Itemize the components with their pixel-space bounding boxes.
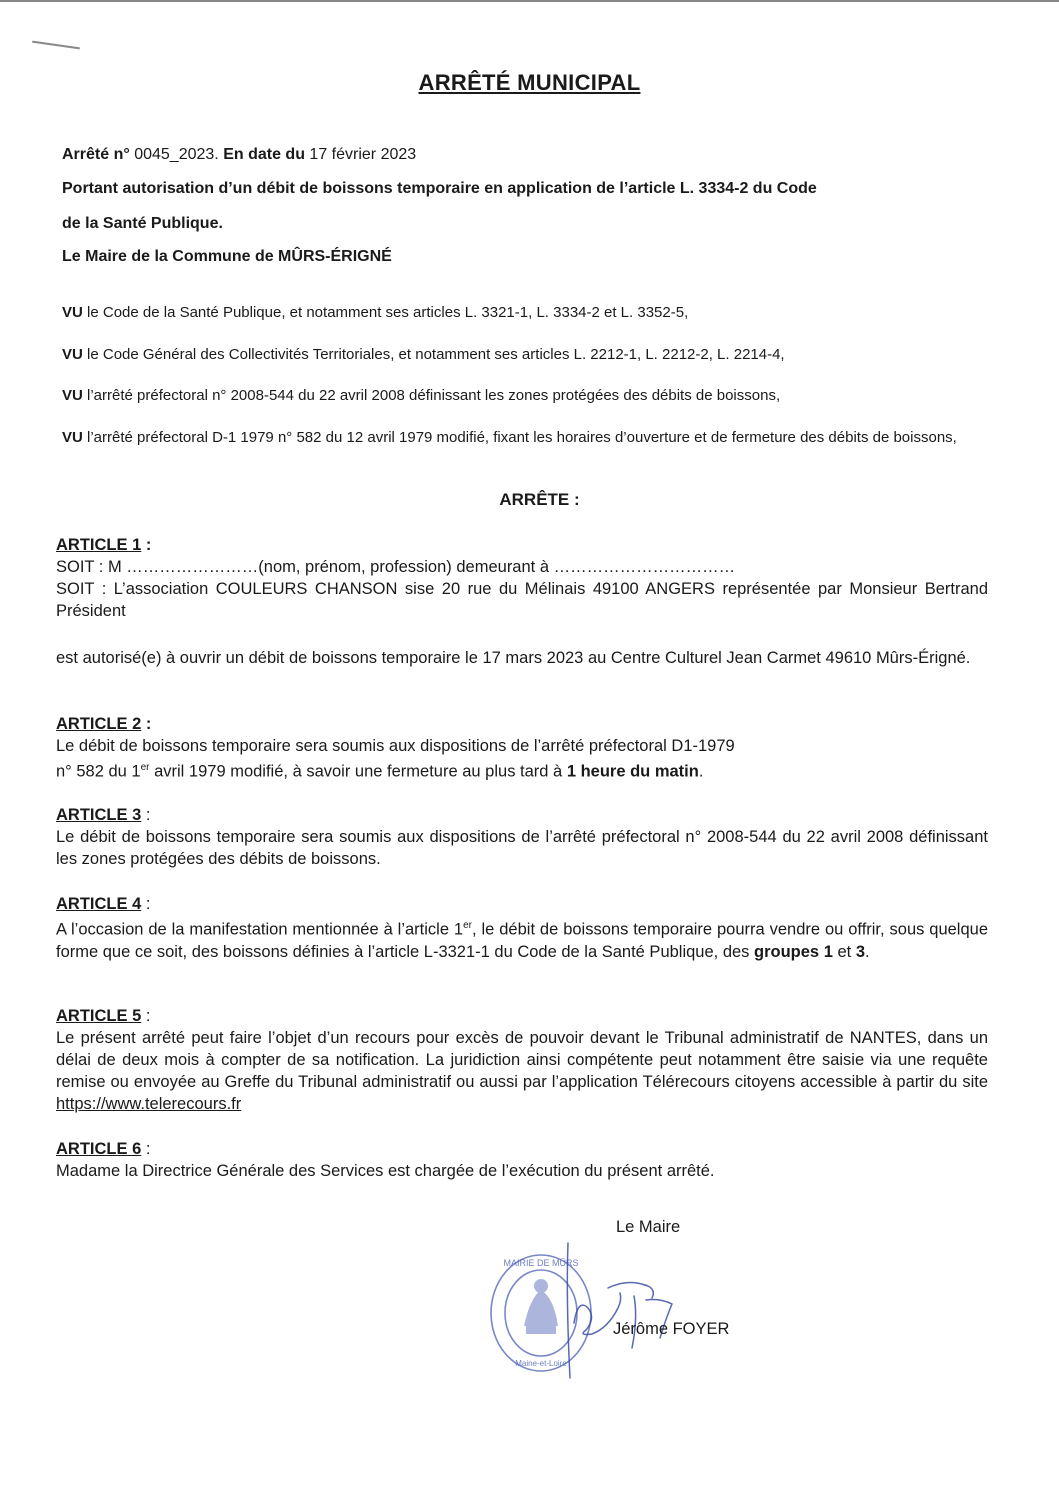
handwritten-signature — [548, 1238, 688, 1388]
article-1-heading: ARTICLE 1 — [56, 536, 142, 554]
article-3-heading: ARTICLE 3 — [56, 806, 142, 824]
article-5 — [56, 1005, 988, 1115]
article-6 — [56, 1138, 988, 1182]
article-4-text-part: . — [865, 942, 870, 961]
article-3-text: Le débit de boissons temporaire sera soumis aux dispositions de l’arrêté préfectoral n° 2008-544 du 22 avril 2008 définissant les zones protégées des débits de boissons. — [56, 828, 988, 868]
telerecours-link[interactable]: https://www.telerecours.fr — [56, 1095, 242, 1113]
visa-item — [62, 386, 972, 405]
article-2-text: . — [698, 762, 704, 781]
date-label: En date du — [223, 146, 305, 163]
article-2-line-1: Le débit de boissons temporaire sera soumis aux dispositions de l’arrêté préfectoral D1-1979 — [56, 737, 735, 755]
article-6-heading: ARTICLE 6 — [56, 1140, 142, 1158]
article-1-soit-1: SOIT : M ……………………(nom, prénom, profession) demeurant à …………………………… — [56, 558, 736, 576]
closing-time: 1 heure du matin — [566, 762, 699, 781]
group-1: groupes 1 — [754, 942, 833, 961]
visa-item — [62, 303, 972, 322]
article-5-colon: : — [141, 1007, 151, 1025]
document-title: ARRÊTÉ MUNICIPAL — [418, 70, 641, 95]
subject-line-2: de la Santé Publique. — [62, 215, 223, 232]
arrete-heading: ARRÊTE : — [499, 490, 580, 509]
superscript: er — [140, 762, 150, 773]
article-4-heading: ARTICLE 4 — [56, 895, 142, 913]
article-2-colon: : — [141, 715, 152, 733]
article-5-heading: ARTICLE 5 — [56, 1007, 142, 1025]
article-6-text: Madame la Directrice Générale des Services est chargée de l’exécution du présent arrêté. — [56, 1162, 715, 1180]
article-2-text: n° 582 du 1 — [56, 762, 141, 781]
ref-number: 0045_2023. — [134, 146, 219, 163]
visa-text: l’arrêté préfectoral n° 2008-544 du 22 avril 2008 définissant les zones protégées des débits de boissons, — [87, 387, 781, 404]
mayor-line: Le Maire de la Commune de MÛRS-ÉRIGNÉ — [62, 248, 392, 265]
article-6-colon: : — [141, 1140, 151, 1158]
article-2-heading: ARTICLE 2 — [56, 715, 142, 733]
article-3-colon: : — [141, 806, 151, 824]
article-2-line-2 — [56, 757, 988, 783]
signatory-role: Le Maire — [616, 1218, 681, 1236]
visa-text: le Code Général des Collectivités Territoriales, et notamment ses articles L. 2212-1, L. 2212-2, L. 2214-4, — [87, 346, 785, 363]
scan-mark — [32, 41, 80, 50]
visa-label: VU — [62, 346, 83, 363]
article-4-text-part: , le débit de boissons temporaire pourra vendre ou offrir, sous quelque forme que ce soit, des boissons définies à l’article L-3321-1 du Code de la Santé Publique, des — [56, 920, 988, 961]
article-4-colon: : — [141, 895, 151, 913]
article-2 — [56, 713, 988, 783]
visa-text: le Code de la Santé Publique, et notamment ses articles L. 3321-1, L. 3334-2 et L. 3352-5, — [87, 304, 689, 321]
subject-line-1: Portant autorisation d’un débit de boissons temporaire en application de l’article L. 3334-2 du Code — [62, 180, 817, 197]
article-4-text — [56, 915, 988, 963]
article-4 — [56, 893, 988, 963]
visa-text: l’arrêté préfectoral D-1 1979 n° 582 du 12 avril 1979 modifié, fixant les horaires d’ouverture et de fermeture des débits de boissons, — [87, 429, 957, 446]
article-5-text — [56, 1027, 988, 1115]
visa-label: VU — [62, 387, 83, 404]
date-value: 17 février 2023 — [309, 146, 417, 163]
signatory-name: Jérôme FOYER — [613, 1320, 730, 1338]
article-5-text-part: Le présent arrêté peut faire l’objet d’un recours pour excès de pouvoir devant le Tribunal administratif de NANTES, dans un délai de deux mois à compter de sa notification. La juridiction ainsi compétente peut notamment être saisie via une requête remise ou envoyée au Greffe du Tribunal administratif ou aussi par l’application Télérecours citoyens accessible à partir du site — [56, 1029, 988, 1091]
ref-label: Arrêté n° — [62, 146, 130, 163]
visa-label: VU — [62, 304, 83, 321]
svg-text:MAIRIE DE MÛRS: MAIRIE DE MÛRS — [503, 1258, 579, 1268]
scan-edge — [0, 0, 1059, 2]
svg-text:Maine-et-Loire: Maine-et-Loire — [515, 1359, 567, 1368]
article-4-text-part: et — [832, 942, 856, 961]
visa-item — [62, 345, 972, 364]
article-3 — [56, 804, 988, 870]
article-1 — [56, 534, 988, 622]
article-1-soit-2: SOIT : L’association COULEURS CHANSON sise 20 rue du Mélinais 49100 ANGERS représentée par Monsieur Bertrand Président — [56, 580, 988, 620]
group-3: 3 — [855, 942, 865, 961]
reference-line — [62, 146, 1002, 164]
visa-label: VU — [62, 429, 83, 446]
article-4-text-part: A l’occasion de la manifestation mentionnée à l’article 1 — [56, 920, 464, 939]
article-2-text: avril 1979 modifié, à savoir une fermeture au plus tard à — [149, 762, 567, 781]
article-1-colon: : — [141, 536, 152, 554]
superscript: er — [463, 920, 472, 931]
visa-item — [62, 428, 972, 447]
article-1-authorization: est autorisé(e) à ouvrir un débit de boissons temporaire le 17 mars 2023 au Centre Culturel Jean Carmet 49610 Mûrs-Érigné. — [56, 649, 971, 667]
